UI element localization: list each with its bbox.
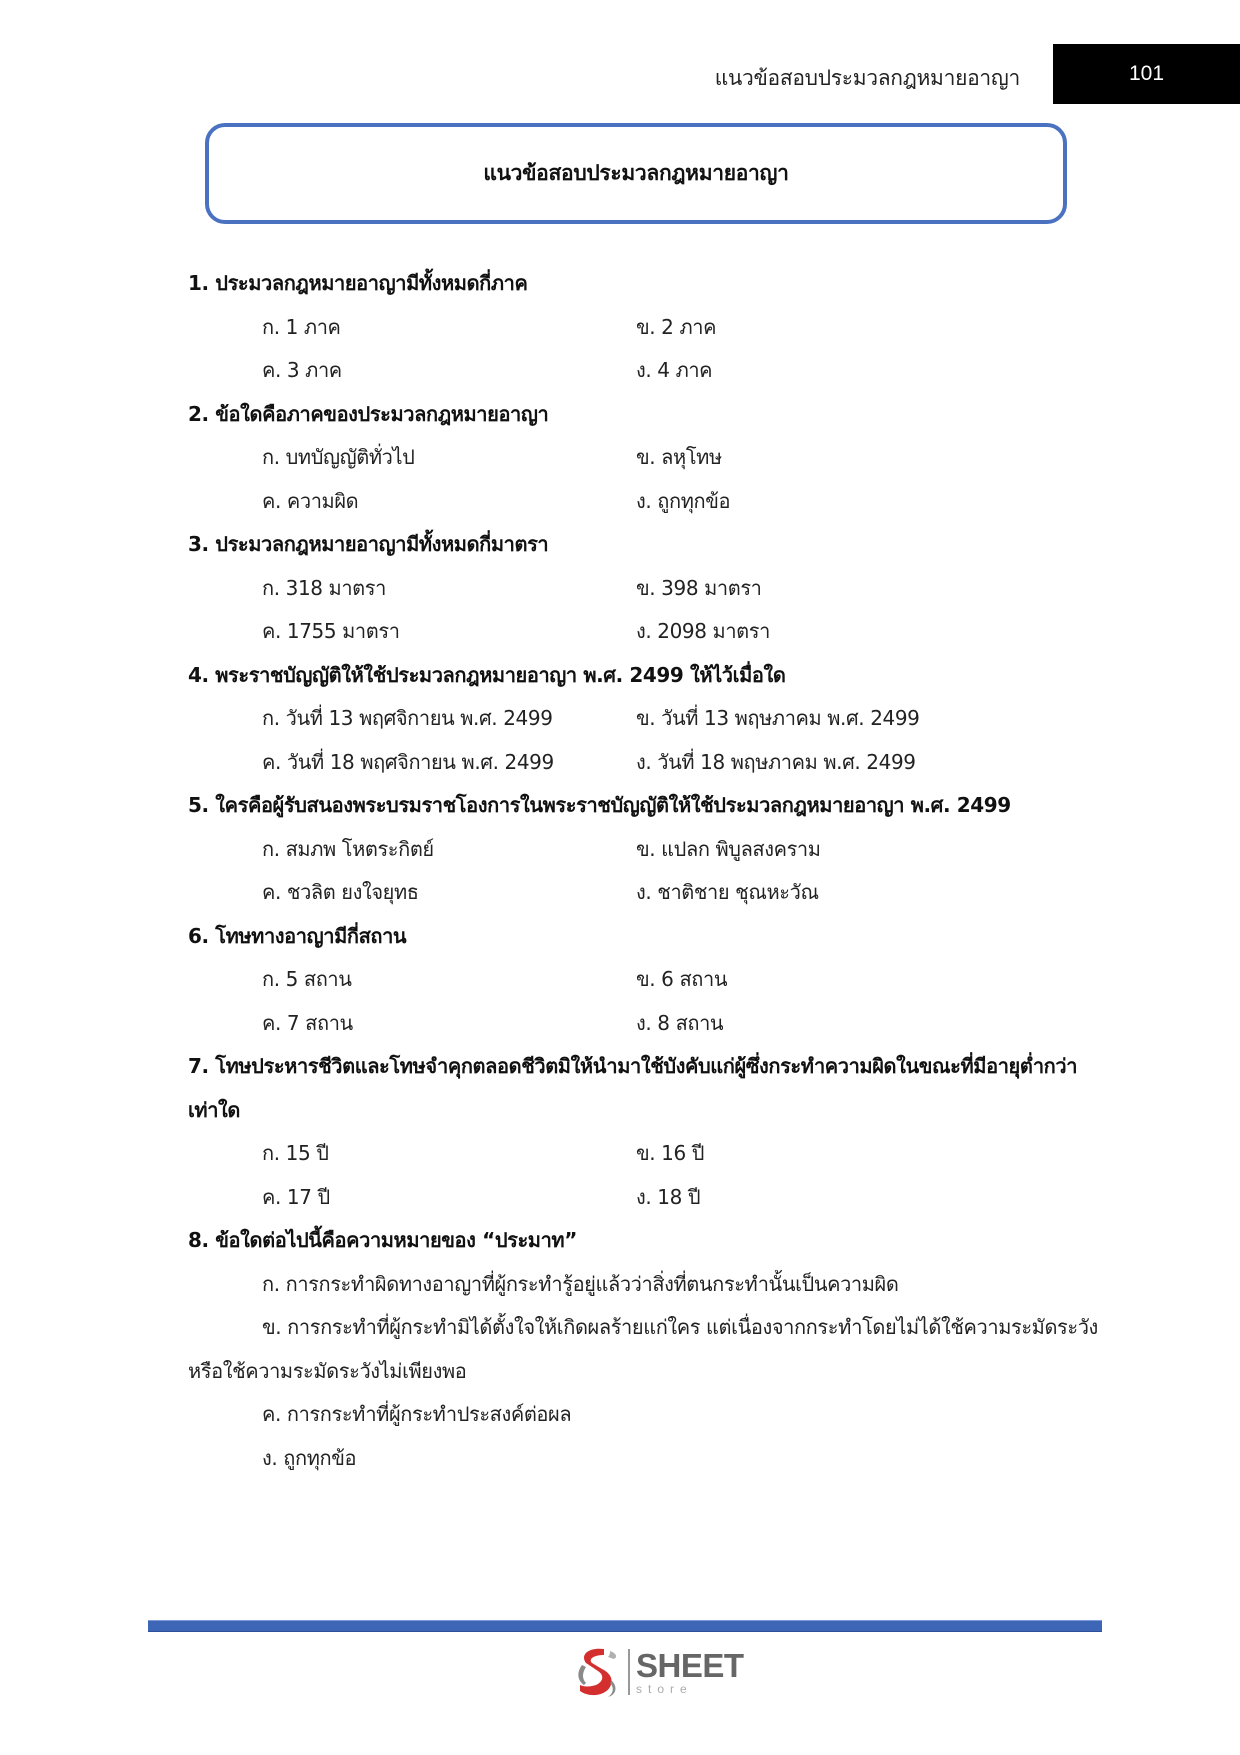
option-d: ง. ถูกทุกข้อ [636, 488, 731, 513]
option-d: ง. 2098 มาตรา [636, 619, 770, 643]
option-a: ก. สมภพ โหตระกิตย์ [262, 836, 434, 861]
logo-wordmark [636, 1649, 744, 1695]
option-d: ง. 18 ปี [636, 1184, 701, 1209]
option-d: ง. 4 ภาค [636, 358, 713, 382]
options [188, 567, 1108, 654]
option-a: ก. การกระทำผิดทางอาญาที่ผู้กระทำรู้อยู่แล้วว่าสิ่งที่ตนกระทำนั้นเป็นความผิด [262, 1271, 899, 1296]
question-text: 4. พระราชบัญญัติให้ใช้ประมวลกฎหมายอาญา พ.ศ. 2499 ให้ไว้เมื่อใด [188, 662, 786, 687]
question-5 [188, 784, 1108, 915]
option-d: ง. ถูกทุกข้อ [262, 1445, 357, 1470]
options [188, 1132, 1108, 1219]
options [188, 306, 1108, 393]
option-c: ค. 7 สถาน [262, 1010, 353, 1035]
options [188, 958, 1108, 1045]
option-b: ข. การกระทำที่ผู้กระทำมิได้ตั้งใจให้เกิดผลร้ายแก่ใคร แต่เนื่องจากกระทำโดยไม่ได้ใช้ความระมัดระวังหรือใช้ความระมัดระวังไม่เพียงพอ [188, 1315, 1098, 1383]
question-text: 1. ประมวลกฎหมายอาญามีทั้งหมดกี่ภาค [188, 271, 528, 295]
question-text: 7. โทษประหารชีวิตและโทษจำคุกตลอดชีวิตมิให้นำมาใช้บังคับแก่ผู้ซึ่งกระทำความผิดในขณะที่มีอายุต่ำกว่าเท่าใด [188, 1054, 1078, 1122]
question-7 [188, 1045, 1108, 1219]
option-a: ก. บทบัญญัติทั่วไป [262, 445, 415, 469]
question-text: 5. ใครคือผู้รับสนองพระบรมราชโองการในพระราชบัญญัติให้ใช้ประมวลกฎหมายอาญา พ.ศ. 2499 [188, 793, 1011, 817]
question-text: 2. ข้อใดคือภาคของประมวลกฎหมายอาญา [188, 401, 549, 426]
question-2 [188, 393, 1108, 524]
option-b: ข. 2 ภาค [636, 314, 717, 339]
options [188, 697, 1108, 784]
sheet-store-logo [574, 1645, 744, 1699]
option-c: ค. 1755 มาตรา [262, 619, 400, 643]
question-3 [188, 523, 1108, 654]
option-a: ก. 5 สถาน [262, 967, 352, 991]
question-text: 3. ประมวลกฎหมายอาญามีทั้งหมดกี่มาตรา [188, 532, 549, 556]
question-4 [188, 654, 1108, 785]
question-1 [188, 262, 1108, 393]
option-c: ค. ชวลิต ยงใจยุทธ [262, 880, 419, 904]
option-b: ข. ลหุโทษ [636, 445, 722, 469]
question-text: 8. ข้อใดต่อไปนี้คือความหมายของ “ประมาท” [188, 1228, 577, 1252]
option-d: ง. วันที่ 18 พฤษภาคม พ.ศ. 2499 [636, 749, 916, 774]
options [188, 436, 1108, 523]
options [188, 828, 1108, 915]
logo-subtitle: store [636, 1682, 693, 1696]
question-list [188, 262, 1108, 1480]
question-8 [188, 1219, 1108, 1480]
logo-separator [628, 1649, 630, 1695]
option-a: ก. วันที่ 13 พฤศจิกายน พ.ศ. 2499 [262, 706, 553, 730]
option-b: ข. แปลก พิบูลสงคราม [636, 836, 821, 861]
option-a: ก. 15 ปี [262, 1141, 329, 1165]
option-b: ข. 6 สถาน [636, 967, 728, 991]
option-d: ง. ชาติชาย ชุณหะวัณ [636, 880, 819, 904]
footer-divider-bar [148, 1620, 1102, 1632]
page-number: 101 [1128, 62, 1165, 85]
option-b: ข. วันที่ 13 พฤษภาคม พ.ศ. 2499 [636, 706, 920, 730]
option-c: ค. ความผิด [262, 488, 359, 513]
option-c: ค. วันที่ 18 พฤศจิกายน พ.ศ. 2499 [262, 749, 554, 774]
title-box [205, 123, 1067, 224]
page-number-box [1053, 44, 1240, 104]
logo-name: SHEET [636, 1647, 744, 1684]
question-6 [188, 915, 1108, 1046]
option-a: ก. 1 ภาค [262, 314, 341, 339]
option-c: ค. การกระทำที่ผู้กระทำประสงค์ต่อผล [262, 1402, 572, 1426]
question-text: 6. โทษทางอาญามีกี่สถาน [188, 923, 407, 948]
option-d: ง. 8 สถาน [636, 1010, 724, 1035]
sheet-store-logo-icon [574, 1645, 624, 1699]
running-header-title: แนวข้อสอบประมวลกฎหมายอาญา [714, 66, 1020, 90]
option-c: ค. 17 ปี [262, 1184, 330, 1209]
page-title: แนวข้อสอบประมวลกฎหมายอาญา [483, 161, 789, 185]
option-b: ข. 16 ปี [636, 1141, 705, 1165]
option-c: ค. 3 ภาค [262, 358, 342, 382]
option-b: ข. 398 มาตรา [636, 575, 762, 600]
option-a: ก. 318 มาตรา [262, 575, 386, 600]
